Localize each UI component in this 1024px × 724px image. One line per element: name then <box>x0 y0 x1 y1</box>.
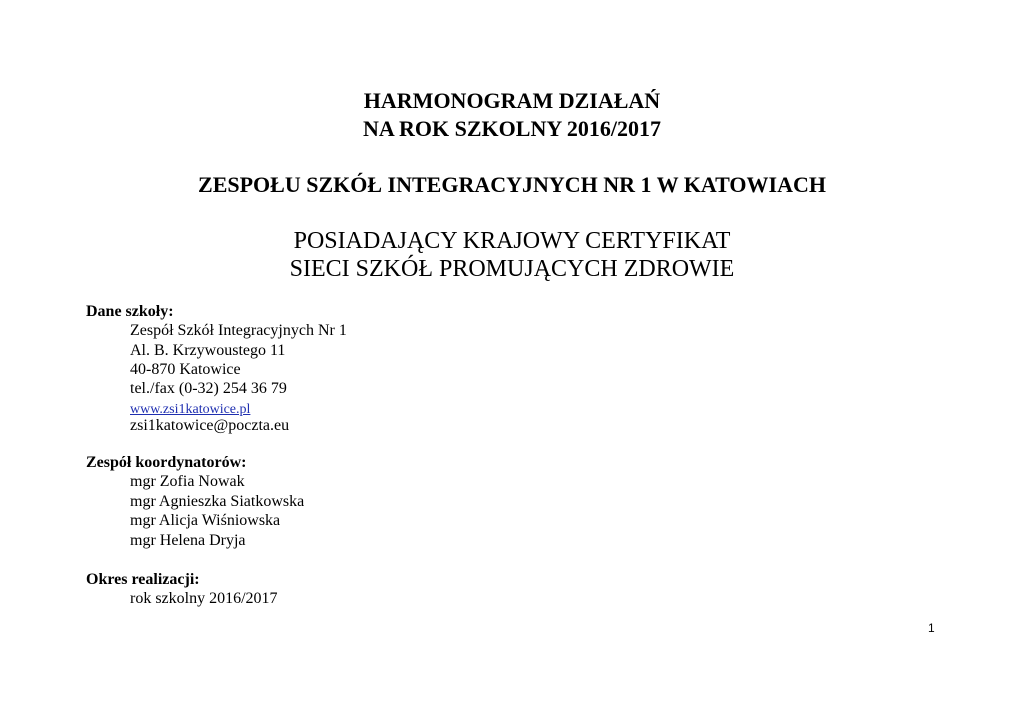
document-title-line-2: NA ROK SZKOLNY 2016/2017 <box>362 116 662 141</box>
period-label: Okres realizacji: <box>86 571 200 588</box>
coordinators-label: Zespół koordynatorów: <box>86 454 247 471</box>
coordinator-item: mgr Zofia Nowak <box>130 473 245 490</box>
certificate-line-2: SIECI SZKÓŁ PROMUJĄCYCH ZDROWIE <box>289 256 735 282</box>
coordinator-item: mgr Agnieszka Siatkowska <box>130 493 305 510</box>
page-number: 1 <box>928 621 935 635</box>
school-website-link[interactable]: www.zsi1katowice.pl <box>130 402 251 417</box>
school-email: zsi1katowice@poczta.eu <box>130 417 290 434</box>
document-title-line-1: HARMONOGRAM DZIAŁAŃ <box>363 88 661 113</box>
school-website-row <box>130 401 250 417</box>
period-value: rok szkolny 2016/2017 <box>130 590 278 607</box>
coordinator-item: mgr Alicja Wiśniowska <box>130 512 281 529</box>
school-street: Al. B. Krzywoustego 11 <box>130 342 286 359</box>
school-data-label: Dane szkoły: <box>86 303 174 320</box>
school-name: Zespół Szkół Integracyjnych Nr 1 <box>130 322 347 339</box>
certificate-line-1: POSIADAJĄCY KRAJOWY CERTYFIKAT <box>293 228 731 254</box>
coordinator-item: mgr Helena Dryja <box>130 532 246 549</box>
school-city: 40-870 Katowice <box>130 361 241 378</box>
school-phone: tel./fax (0-32) 254 36 79 <box>130 380 287 397</box>
school-heading: ZESPOŁU SZKÓŁ INTEGRACYJNYCH NR 1 W KATOWIACH <box>198 172 826 197</box>
